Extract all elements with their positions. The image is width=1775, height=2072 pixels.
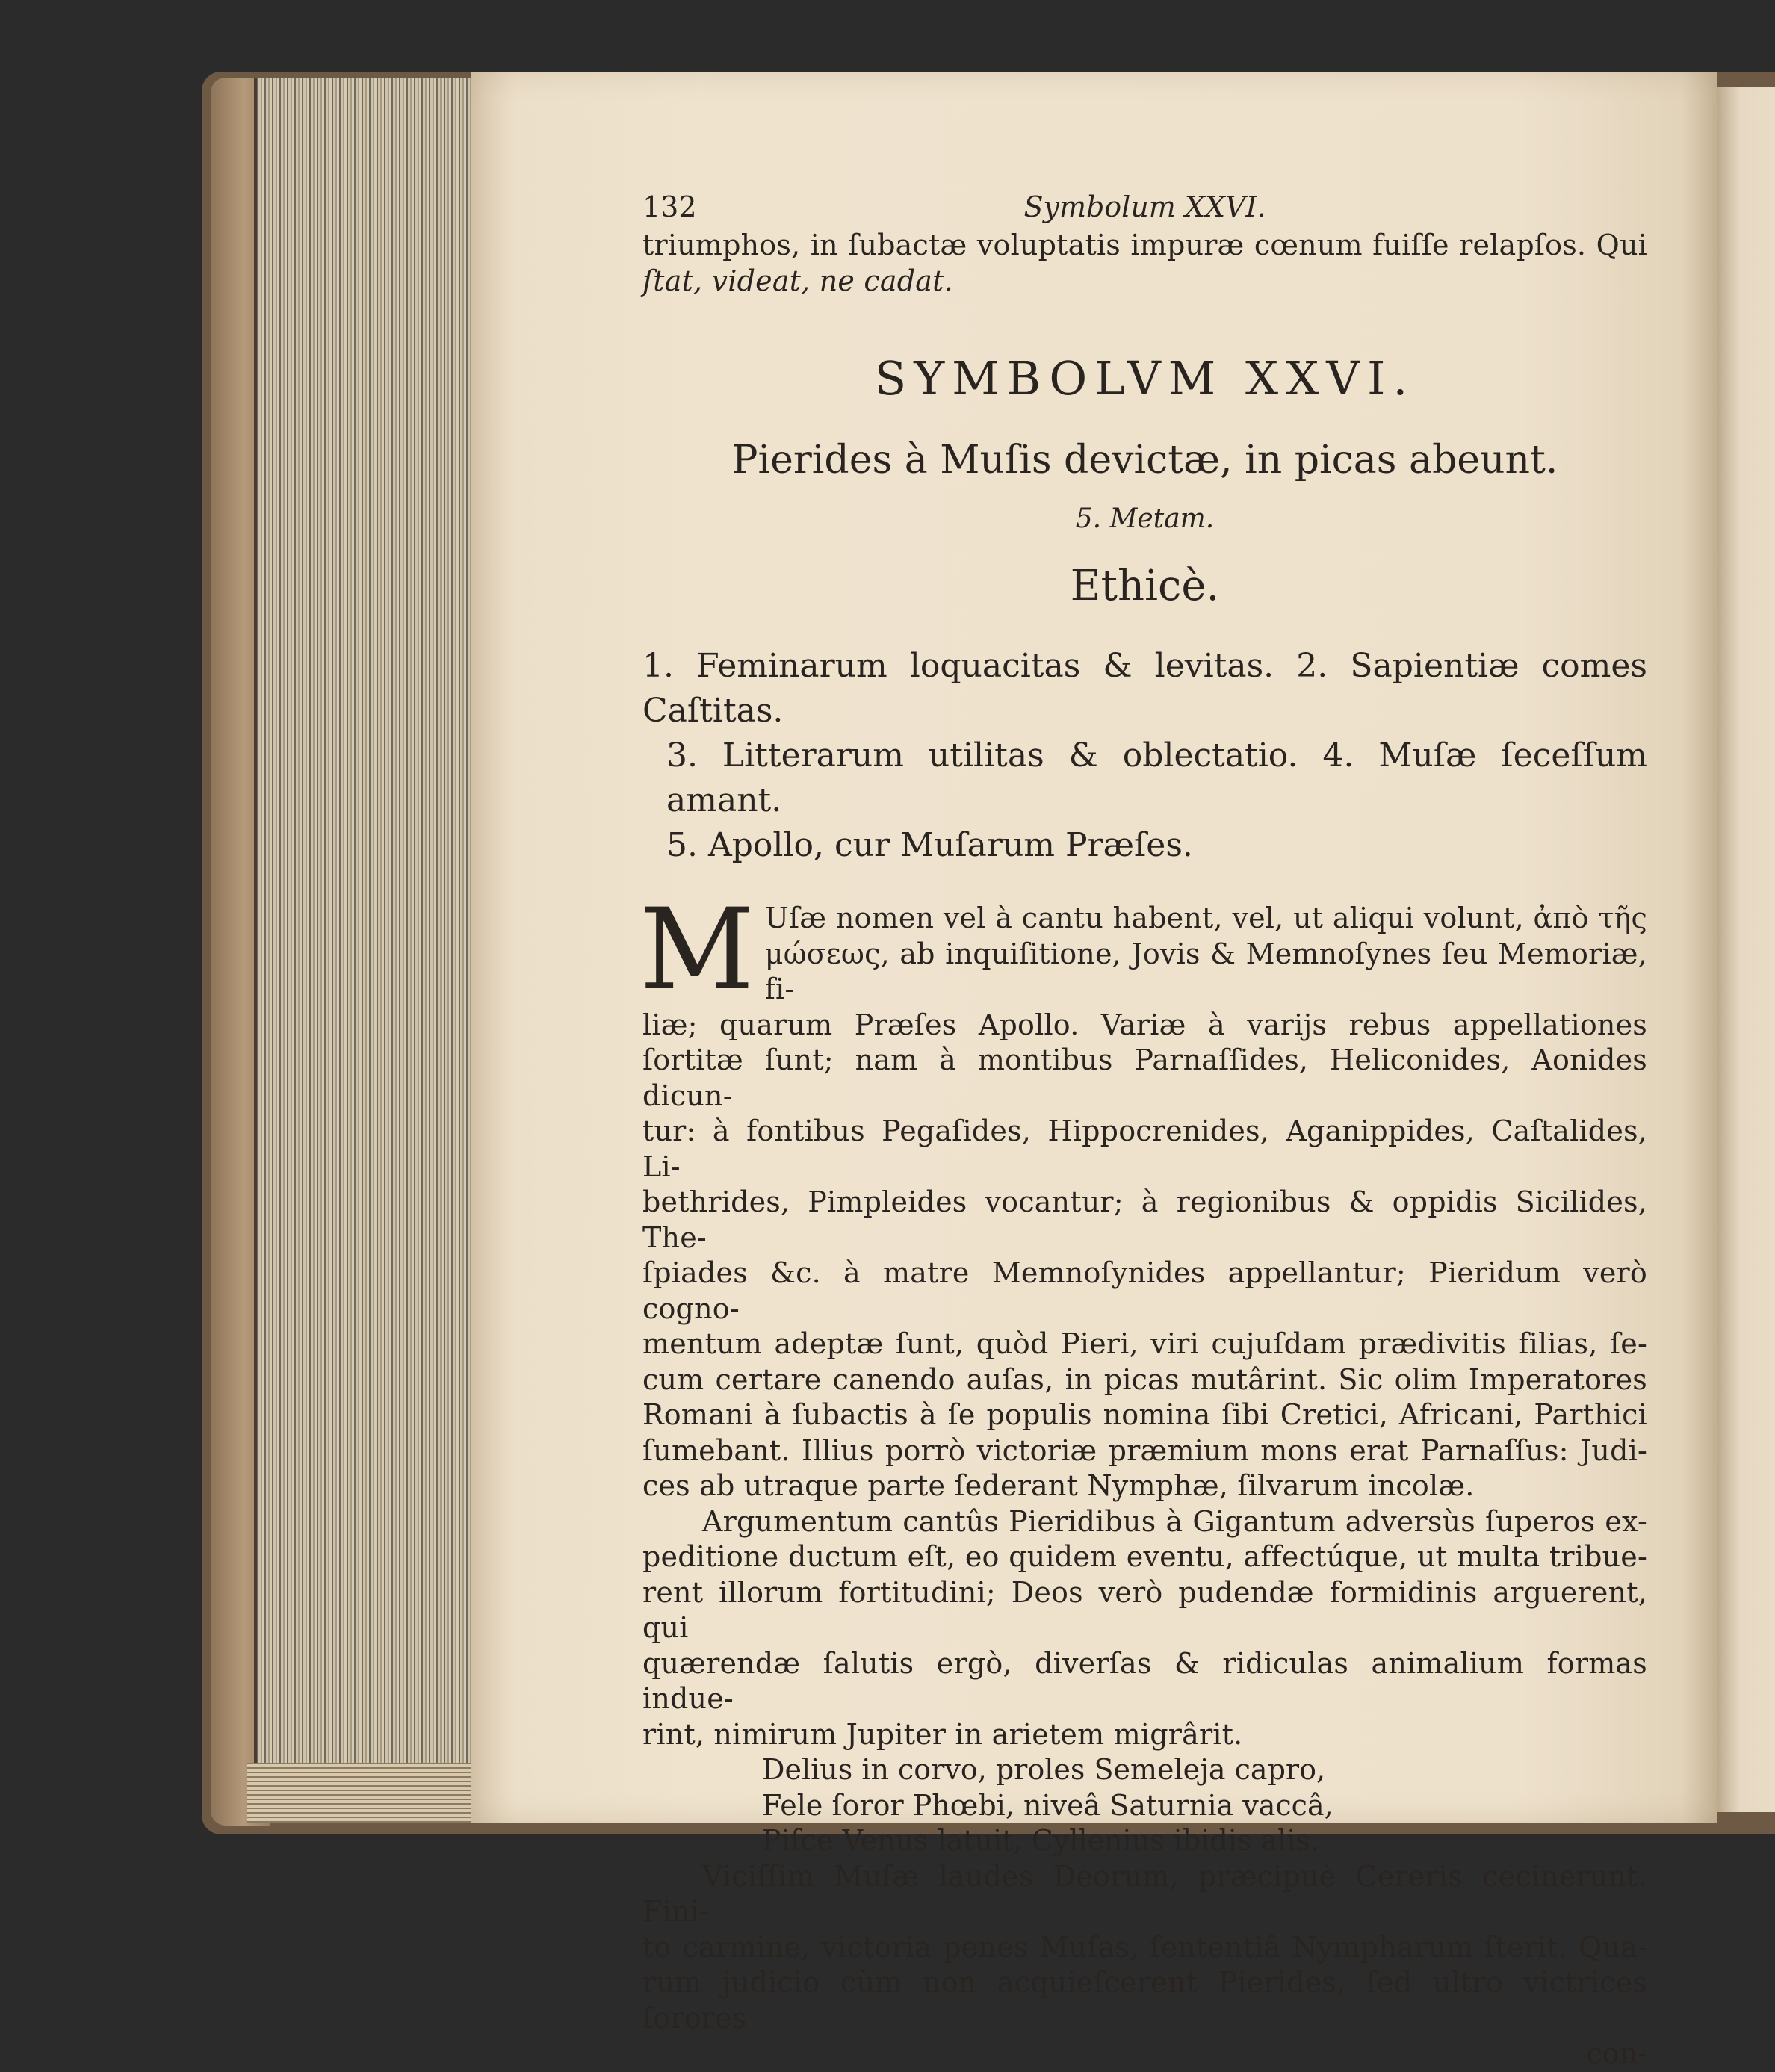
carryover-line: triumphos, in ſubactæ voluptatis impuræ cœnum fuiſſe relapſos. Qui xyxy=(642,229,1647,261)
symbol-title: SYMBOLVM XXVI. xyxy=(874,351,1416,406)
text-line: ſpiades &c. à matre Memnoſynides appellantur; Pieridum verò cogno- xyxy=(642,1256,1647,1325)
text-line: rent illorum fortitudini; Deos verò pudendæ formidinis arguerent, qui xyxy=(642,1575,1647,1644)
symbol-subtitle: Pierides à Muſis devictæ, in picas abeunt. xyxy=(731,438,1558,483)
carryover-text xyxy=(642,228,1647,299)
topic-item: 5. Apollo, cur Muſarum Præſes. xyxy=(666,826,1193,864)
page-content xyxy=(639,190,1647,2072)
text-line: liæ; quarum Præſes Apollo. Variæ à varijs rebus appellationes xyxy=(642,1008,1647,1041)
facing-page-gutter xyxy=(1717,87,1775,1812)
text-line: Argumentum cantûs Pieridibus à Gigantum adversùs ſuperos ex- xyxy=(702,1504,1647,1538)
verse-block xyxy=(642,1752,1647,1859)
text-line: mentum adeptæ ſunt, quòd Pieri, viri cujuſdam prædivitis filias, ſe- xyxy=(642,1327,1647,1360)
paragraph-2 xyxy=(642,1504,1647,1753)
drop-cap: M xyxy=(639,885,755,1015)
text-line: Uſæ nomen vel à cantu habent, vel, ut aliqui volunt, ἀπὸ τῆς xyxy=(764,902,1647,934)
text-line: ſortitæ ſunt; nam à montibus Parnaſſides, Heliconides, Aonides dicun- xyxy=(642,1043,1647,1112)
text-line: tur: à fontibus Pegaſides, Hippocrenides, Aganippides, Caſtalides, Li- xyxy=(642,1114,1647,1183)
verse-line: Delius in corvo, proles Semeleja capro, xyxy=(762,1753,1326,1786)
carryover-line: ſtat, videat, ne cadat. xyxy=(642,264,953,297)
text-line: Romani à ſubactis à ſe populis nomina ſibi Cretici, Africani, Parthici xyxy=(642,1398,1647,1431)
text-line: to carmine, victoria penes Muſas, ſententiâ Nympharum ſterit. Qua- xyxy=(642,1930,1647,1964)
text-line: ſumebant. Illius porrò victoriæ præmium mons erat Parnaſſus: Judi- xyxy=(642,1433,1647,1467)
text-line: μώσεως, ab inquiſitione, Jovis & Memnoſynes ſeu Memoriæ, fi- xyxy=(764,937,1647,1005)
text-line: quærendæ ſalutis ergò, diverſas & ridiculas animalium formas indue- xyxy=(642,1646,1647,1715)
page-edges-bottom xyxy=(247,1763,493,1823)
running-head xyxy=(642,190,1647,228)
page-edges xyxy=(254,78,481,1818)
topic-list xyxy=(642,644,1647,868)
verse-line: Fele ſoror Phœbi, niveâ Saturnia vaccâ, xyxy=(762,1788,1333,1822)
source-reference: 5. Metam. xyxy=(1075,503,1215,534)
paragraph-1 xyxy=(639,885,1647,1504)
section-heading: Ethicè. xyxy=(1070,562,1220,610)
catchword: con- xyxy=(1586,2037,1647,2070)
text-line: bethrides, Pimpleides vocantur; à regionibus & oppidis Sicilides, The- xyxy=(642,1185,1647,1254)
text-line: rint, nimirum Jupiter in arietem migrârit. xyxy=(642,1717,1243,1751)
topic-item: 1. Feminarum loquacitas & levitas. 2. Sapientiæ comes Caſtitas. xyxy=(642,647,1647,730)
text-line: ces ab utraque parte ſederant Nymphæ, ſilvarum incolæ. xyxy=(642,1469,1475,1502)
text-line: rum judicio cùm non acquieſcerent Pierides, ſed ultro victrices ſorores xyxy=(642,1966,1647,2035)
topic-item: 3. Litterarum utilitas & oblectatio. 4. Muſæ ſeceſſum amant. xyxy=(666,736,1647,819)
page-number: 132 xyxy=(642,190,697,223)
text-line: peditione ductum eſt, eo quidem eventu, affectúque, ut multa tribue- xyxy=(642,1540,1647,1573)
text-line: Viciſſim Muſæ laudes Deorum, præcipuè Cereris cecinerunt. Fini- xyxy=(642,1859,1647,1928)
verse-line: Piſce Venus latuit, Cyllenius ibidis alis. xyxy=(762,1824,1319,1857)
text-line: cum certare canendo auſas, in picas mutârint. Sic olim Imperatores xyxy=(642,1362,1647,1396)
running-title: Symbolum XXVI. xyxy=(1023,190,1266,223)
paragraph-3 xyxy=(642,1859,1647,2037)
